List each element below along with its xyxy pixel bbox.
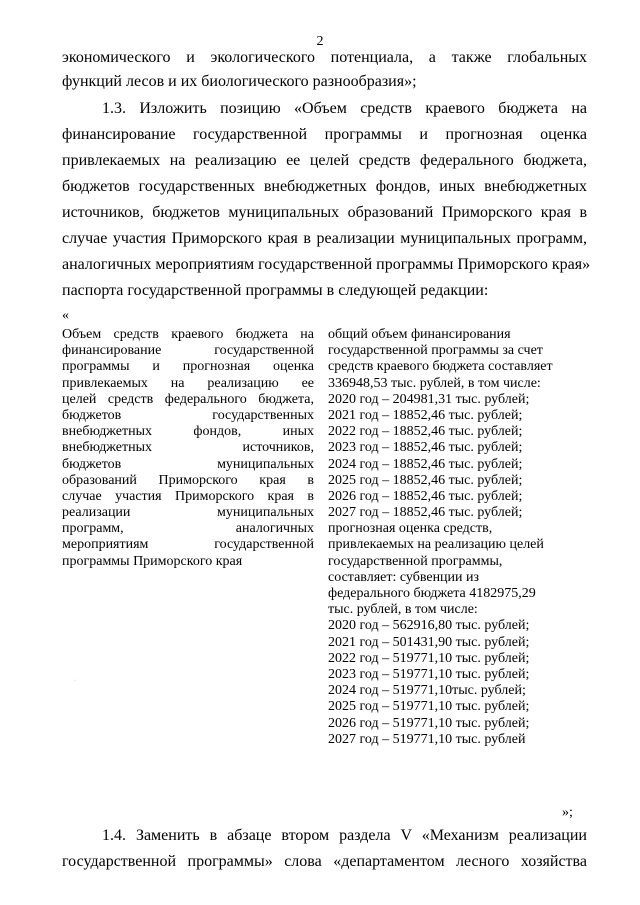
table-right-row: прогнозная оценка средств, xyxy=(328,521,493,537)
table-left-row: программ, аналогичных xyxy=(62,521,314,537)
table-right-row: 2021 год – 501431,90 тыс. рублей; xyxy=(328,634,530,650)
paragraph-line: 1.4. Заменить в абзаце втором раздела V «Механизм реализации xyxy=(102,827,587,844)
table-right-row: 2024 год – 18852,46 тыс. рублей; xyxy=(328,456,523,472)
table-left-row: случае участия Приморского края в xyxy=(62,488,314,504)
table-right-row: 2027 год – 18852,46 тыс. рублей; xyxy=(328,505,523,521)
table-right-row: 2020 год – 562916,80 тыс. рублей; xyxy=(328,618,530,634)
table-right-row: средств краевого бюджета составляет xyxy=(328,359,553,375)
paragraph-line: случае участия Приморского края в реализации муниципальных программ, xyxy=(62,230,587,247)
table-right-row: составляет: субвенции из xyxy=(328,569,480,585)
table-right-row: 2020 год – 204981,31 тыс. рублей; xyxy=(328,391,530,407)
table-left-column xyxy=(62,327,314,570)
table-right-row: 2023 год – 18852,46 тыс. рублей; xyxy=(328,440,523,456)
table-right-row: 336948,53 тыс. рублей, в том числе: xyxy=(328,375,541,391)
table-right-row: тыс. рублей, в том числе: xyxy=(328,602,478,618)
table-left-row: реализации муниципальных xyxy=(62,505,314,521)
scan-dot-mark: · xyxy=(74,678,76,684)
open-quote: « xyxy=(62,308,69,323)
close-quote: »; xyxy=(562,805,573,820)
table-right-row: 2026 год – 519771,10 тыс. рублей; xyxy=(328,715,530,731)
paragraph-line: паспорта государственной программы в следующей редакции: xyxy=(62,282,489,299)
paragraph-line: бюджетов государственных внебюджетных фондов, иных внебюджетных xyxy=(62,178,587,195)
table-right-row: федерального бюджета 4182975,29 xyxy=(328,586,536,601)
table-right-row: 2027 год – 519771,10 тыс. рублей xyxy=(328,731,526,747)
table-right-row: 2023 год – 519771,10 тыс. рублей; xyxy=(328,666,530,682)
table-right-row: 2022 год – 519771,10 тыс. рублей; xyxy=(328,650,530,666)
table-right-row: привлекаемых на реализацию целей xyxy=(328,537,544,553)
table-right-row: государственной программы за счет xyxy=(328,343,543,359)
table-right-row: 2022 год – 18852,46 тыс. рублей; xyxy=(328,424,523,440)
table-right-row: 2021 год – 18852,46 тыс. рублей; xyxy=(328,407,523,423)
table-left-row: привлекаемых на реализацию ее xyxy=(62,375,314,391)
table-left-row: целей средств федерального бюджета, xyxy=(62,391,314,407)
table-right-column xyxy=(328,327,590,748)
paragraph-line: источников, бюджетов муниципальных образований Приморского края в xyxy=(62,204,587,221)
paragraph-line: привлекаемых на реализацию ее целей средств федерального бюджета, xyxy=(62,152,587,169)
paragraph-line: аналогичных мероприятиям государственной программы Приморского края» xyxy=(62,256,591,273)
table-right-row: государственной программы, xyxy=(328,553,503,569)
paragraph-line: финансирование государственной программы и прогнозная оценка xyxy=(62,126,587,143)
paragraph-line: экономического и экологического потенциала, а также глобальных xyxy=(62,49,587,66)
paragraph-line: государственной программы» слова «департаментом лесного хозяйства xyxy=(62,853,587,870)
table-right-row: общий объем финансирования xyxy=(328,327,511,342)
table-left-row: мероприятиям государственной xyxy=(62,537,314,553)
table-left-row: образований Приморского края в xyxy=(62,472,314,488)
table-left-row: финансирование государственной xyxy=(62,343,314,359)
table-right-row: 2025 год – 18852,46 тыс. рублей; xyxy=(328,472,523,488)
table-left-row: программы и прогнозная оценка xyxy=(62,359,314,375)
page-number: 2 xyxy=(316,34,324,49)
table-left-row: Объем средств краевого бюджета на xyxy=(62,327,314,342)
table-left-row: внебюджетных фондов, иных xyxy=(62,424,314,440)
table-right-row: 2024 год – 519771,10тыс. рублей; xyxy=(328,683,526,699)
paragraph-line: функций лесов и их биологического разнообразия»; xyxy=(62,73,417,90)
table-right-row: 2025 год – 519771,10 тыс. рублей; xyxy=(328,699,530,715)
table-right-row: 2026 год – 18852,46 тыс. рублей; xyxy=(328,488,523,504)
paragraph-line: 1.3. Изложить позицию «Объем средств краевого бюджета на xyxy=(102,100,587,117)
table-left-row: программы Приморского края xyxy=(62,553,243,569)
table-left-row: внебюджетных источников, xyxy=(62,440,314,456)
table-left-row: бюджетов государственных xyxy=(62,407,314,423)
table-left-row: бюджетов муниципальных xyxy=(62,456,314,472)
